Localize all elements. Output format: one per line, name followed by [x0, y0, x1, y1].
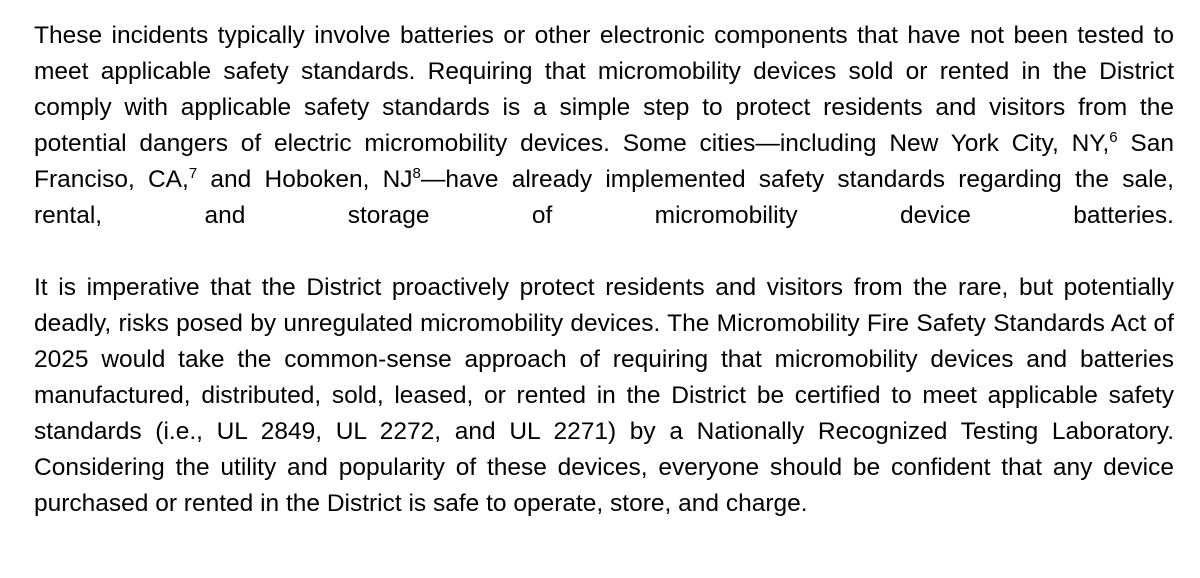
- footnote-marker-6: 6: [1109, 129, 1118, 146]
- paragraph-text-part-4: —have already implemented safety standards regarding the sale, rental, and storage of micromobility device batteries.: [34, 166, 1174, 229]
- footnote-marker-7: 7: [188, 165, 198, 182]
- paragraph-text-part-3: and Hoboken, NJ: [197, 166, 413, 193]
- paragraph-text: It is imperative that the District proactively protect residents and visitors from the rare, but potentially deadly, risks posed by unregulated micromobility devices. The Micromobility Fire Safety Standards Act of 2025 would take the common-sense approach of requiring that micromobility devices and batteries manufactured, distributed, sold, leased, or rented in the District be certified to meet applicable safety standards (i.e., UL 2849, UL 2272, and UL 2271) by a Nationally Recognized Testing Laboratory. Considering the utility and popularity of these devices, everyone should be confident that any device purchased or rented in the District is safe to operate, store, and charge.: [34, 274, 1174, 517]
- footnote-marker-8: 8: [412, 165, 421, 182]
- paragraph-safety-standards: [34, 18, 1174, 234]
- document-body: [34, 18, 1174, 522]
- paragraph-text-part-2: San Franciso, CA,: [34, 130, 1174, 193]
- paragraph-text-part-1: These incidents typically involve batteries or other electronic components that have not been tested to meet applicable safety standards. Requiring that micromobility devices sold or rented in the District comply with applicable safety standards is a simple step to protect residents and visitors from the potential dangers of electric micromobility devices. Some cities—including New York City, NY,: [34, 22, 1174, 157]
- paragraph-imperative: [34, 270, 1174, 522]
